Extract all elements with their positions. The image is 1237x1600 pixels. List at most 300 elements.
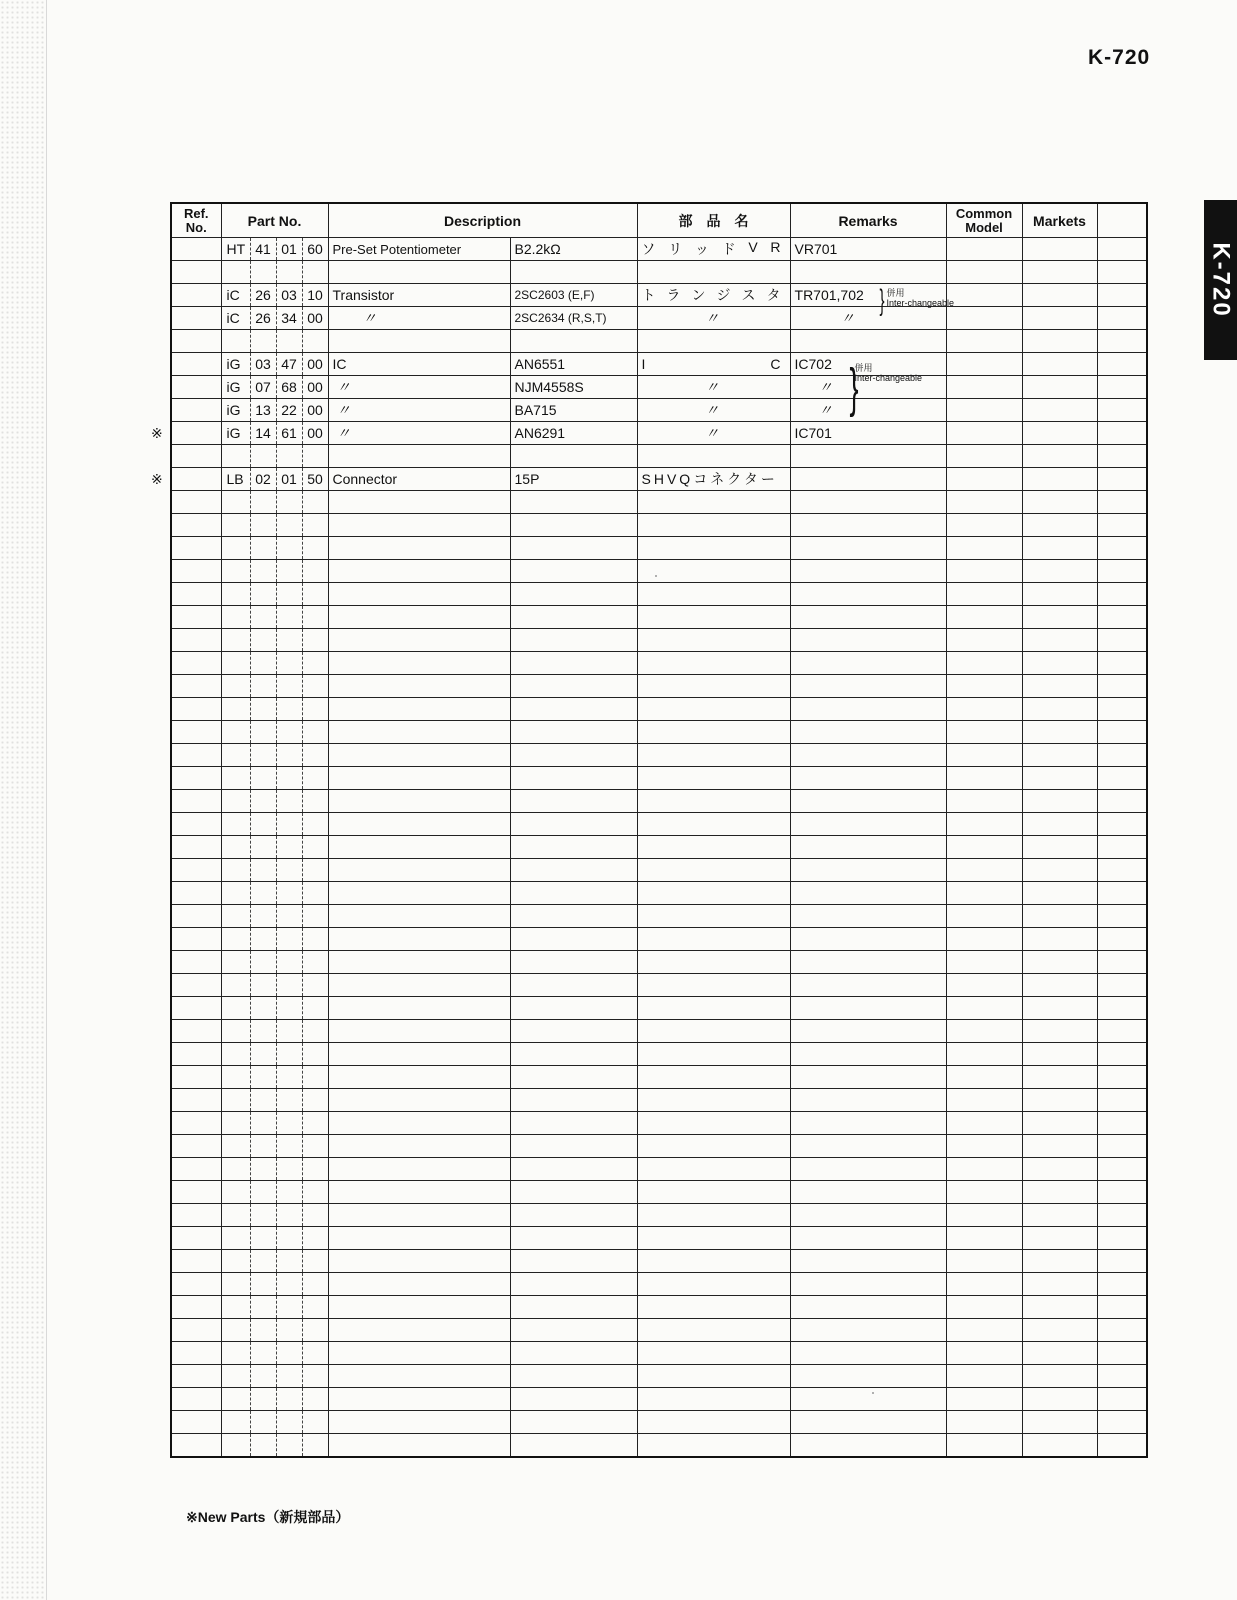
remarks-cell xyxy=(790,1112,946,1135)
jp-name-char: リ xyxy=(668,241,686,257)
table-row xyxy=(171,813,1147,836)
part-prefix-cell: iG xyxy=(221,376,250,399)
part-seg1-cell xyxy=(250,974,276,997)
part-seg3-cell xyxy=(302,583,328,606)
jp-name-cell xyxy=(637,284,790,307)
remarks-text: 〃 xyxy=(818,402,833,418)
description-cell xyxy=(328,1066,510,1089)
jp-name-text: 〃 xyxy=(705,310,723,326)
markets-cell xyxy=(1022,1434,1097,1458)
remarks-cell xyxy=(790,652,946,675)
markets-cell xyxy=(1022,928,1097,951)
ref-no-cell xyxy=(171,284,221,307)
description-cell xyxy=(328,1296,510,1319)
ref-no-cell xyxy=(171,882,221,905)
part-seg3-cell: 00 xyxy=(302,399,328,422)
part-seg1-cell xyxy=(250,882,276,905)
description-cell xyxy=(328,1181,510,1204)
description-cell xyxy=(328,1112,510,1135)
jp-name-cell xyxy=(637,1089,790,1112)
jp-name-cell xyxy=(637,1020,790,1043)
common-model-cell xyxy=(946,1181,1022,1204)
blank-cell xyxy=(1097,974,1147,997)
jp-name-cell xyxy=(637,1066,790,1089)
table-row xyxy=(171,261,1147,284)
markets-cell xyxy=(1022,445,1097,468)
spec-cell xyxy=(510,1043,637,1066)
part-seg2-cell xyxy=(276,652,302,675)
description-cell xyxy=(328,1365,510,1388)
jp-name-cell xyxy=(637,1112,790,1135)
part-prefix-cell xyxy=(221,1434,250,1458)
markets-cell xyxy=(1022,1227,1097,1250)
markets-cell xyxy=(1022,238,1097,261)
ref-no-cell xyxy=(171,491,221,514)
common-model-cell xyxy=(946,399,1022,422)
common-model-cell xyxy=(946,905,1022,928)
parts-list-table xyxy=(170,202,1148,1458)
spec-cell xyxy=(510,813,637,836)
remarks-cell xyxy=(790,261,946,284)
spec-cell xyxy=(510,744,637,767)
scan-speck xyxy=(872,1392,874,1394)
remarks-text: TR701,702 xyxy=(794,287,864,303)
markets-cell xyxy=(1022,284,1097,307)
jp-name-char: V xyxy=(748,239,761,255)
part-seg1-cell xyxy=(250,537,276,560)
blank-cell xyxy=(1097,951,1147,974)
part-seg3-cell xyxy=(302,836,328,859)
ref-no-cell xyxy=(171,376,221,399)
blank-cell xyxy=(1097,330,1147,353)
jp-name-cell xyxy=(637,353,790,376)
part-prefix-cell xyxy=(221,1342,250,1365)
part-prefix-cell xyxy=(221,1227,250,1250)
common-model-cell xyxy=(946,859,1022,882)
part-seg2-cell xyxy=(276,514,302,537)
part-seg3-cell xyxy=(302,744,328,767)
description-cell xyxy=(328,744,510,767)
common-model-cell xyxy=(946,1158,1022,1181)
blank-cell xyxy=(1097,583,1147,606)
part-prefix-cell xyxy=(221,1273,250,1296)
ref-no-cell xyxy=(171,1066,221,1089)
part-prefix-cell xyxy=(221,675,250,698)
blank-cell xyxy=(1097,1227,1147,1250)
part-seg1-cell xyxy=(250,1204,276,1227)
part-prefix-cell xyxy=(221,859,250,882)
part-seg2-cell xyxy=(276,974,302,997)
jp-name-cell xyxy=(637,744,790,767)
common-model-cell xyxy=(946,583,1022,606)
remarks-cell xyxy=(790,1227,946,1250)
remarks-cell xyxy=(790,1411,946,1434)
blank-cell xyxy=(1097,836,1147,859)
description-cell xyxy=(328,1135,510,1158)
table-row xyxy=(171,1066,1147,1089)
remarks-cell xyxy=(790,1273,946,1296)
part-seg2-cell xyxy=(276,1181,302,1204)
part-seg2-cell xyxy=(276,1273,302,1296)
blank-cell xyxy=(1097,767,1147,790)
markets-cell xyxy=(1022,537,1097,560)
part-seg1-cell xyxy=(250,583,276,606)
blank-cell xyxy=(1097,1112,1147,1135)
part-seg2-cell xyxy=(276,1388,302,1411)
interchangeable-jp: 併用 xyxy=(854,363,873,373)
spec-cell xyxy=(510,790,637,813)
remarks-cell xyxy=(790,1181,946,1204)
description-cell xyxy=(328,1227,510,1250)
blank-cell xyxy=(1097,1181,1147,1204)
spec-cell xyxy=(510,629,637,652)
remarks-cell xyxy=(790,767,946,790)
part-prefix-cell xyxy=(221,1135,250,1158)
markets-cell xyxy=(1022,813,1097,836)
part-seg2-cell xyxy=(276,882,302,905)
common-model-cell xyxy=(946,1411,1022,1434)
part-seg3-cell xyxy=(302,997,328,1020)
markets-cell xyxy=(1022,698,1097,721)
ref-no-cell xyxy=(171,1227,221,1250)
new-part-mark: ※ xyxy=(151,424,163,441)
part-seg1-cell xyxy=(250,767,276,790)
markets-cell xyxy=(1022,307,1097,330)
jp-name-cell xyxy=(637,675,790,698)
part-seg2-cell xyxy=(276,537,302,560)
part-seg2-cell xyxy=(276,1434,302,1458)
markets-cell xyxy=(1022,905,1097,928)
spec-cell xyxy=(510,560,637,583)
part-seg2-cell xyxy=(276,997,302,1020)
part-seg3-cell xyxy=(302,974,328,997)
ref-no-cell xyxy=(171,307,221,330)
blank-cell xyxy=(1097,1365,1147,1388)
remarks-cell xyxy=(790,629,946,652)
spec-cell xyxy=(510,1342,637,1365)
table-row xyxy=(171,882,1147,905)
blank-cell xyxy=(1097,928,1147,951)
part-seg3-cell xyxy=(302,1273,328,1296)
description-cell: 〃 xyxy=(328,307,510,330)
blank-cell xyxy=(1097,1204,1147,1227)
ref-no-cell xyxy=(171,1388,221,1411)
table-row xyxy=(171,583,1147,606)
jp-name-cell xyxy=(637,307,790,330)
part-prefix-cell: iG xyxy=(221,422,250,445)
blank-cell xyxy=(1097,1273,1147,1296)
table-row xyxy=(171,399,1147,422)
blank-cell xyxy=(1097,1319,1147,1342)
spec-cell xyxy=(510,859,637,882)
jp-name-cell xyxy=(637,1181,790,1204)
part-seg2-cell: 34 xyxy=(276,307,302,330)
jp-name-char: ン xyxy=(691,287,709,303)
table-row xyxy=(171,767,1147,790)
description-cell xyxy=(328,491,510,514)
jp-name-char: タ xyxy=(766,287,784,303)
markets-cell xyxy=(1022,1365,1097,1388)
ref-no-cell xyxy=(171,399,221,422)
part-seg2-cell xyxy=(276,1204,302,1227)
ref-no-cell xyxy=(171,974,221,997)
table-row xyxy=(171,606,1147,629)
jp-name-char: ド xyxy=(721,241,739,257)
common-model-cell xyxy=(946,1250,1022,1273)
spec-cell: AN6551 xyxy=(510,353,637,376)
description-cell xyxy=(328,1411,510,1434)
part-seg1-cell xyxy=(250,1227,276,1250)
part-seg2-cell xyxy=(276,1342,302,1365)
jp-name-char: ジ xyxy=(716,287,734,303)
part-prefix-cell xyxy=(221,514,250,537)
table-row xyxy=(171,675,1147,698)
blank-cell xyxy=(1097,537,1147,560)
part-seg3-cell xyxy=(302,1135,328,1158)
ref-no-cell xyxy=(171,698,221,721)
common-model-cell xyxy=(946,261,1022,284)
jp-name-cell xyxy=(637,422,790,445)
part-seg1-cell xyxy=(250,905,276,928)
blank-cell xyxy=(1097,744,1147,767)
blank-cell xyxy=(1097,698,1147,721)
common-model-cell xyxy=(946,422,1022,445)
markets-cell xyxy=(1022,422,1097,445)
blank-cell xyxy=(1097,1411,1147,1434)
blank-cell xyxy=(1097,468,1147,491)
common-model-cell xyxy=(946,1296,1022,1319)
remarks-cell xyxy=(790,445,946,468)
part-seg2-cell xyxy=(276,1250,302,1273)
common-model-cell xyxy=(946,330,1022,353)
jp-name-cell xyxy=(637,905,790,928)
jp-name-cell xyxy=(637,1158,790,1181)
remarks-cell xyxy=(790,537,946,560)
jp-name-cell xyxy=(637,1227,790,1250)
part-seg2-cell xyxy=(276,1227,302,1250)
spec-cell xyxy=(510,1296,637,1319)
remarks-cell xyxy=(790,1434,946,1458)
part-seg1-cell xyxy=(250,1043,276,1066)
spec-cell xyxy=(510,1112,637,1135)
blank-cell xyxy=(1097,445,1147,468)
remarks-cell xyxy=(790,744,946,767)
ref-no-cell xyxy=(171,537,221,560)
jp-name-char: ス xyxy=(741,287,759,303)
part-seg3-cell xyxy=(302,1365,328,1388)
blank-cell xyxy=(1097,1388,1147,1411)
part-seg1-cell xyxy=(250,1020,276,1043)
remarks-cell xyxy=(790,560,946,583)
jp-name-cell xyxy=(637,790,790,813)
blank-cell xyxy=(1097,353,1147,376)
ref-no-cell xyxy=(171,836,221,859)
spec-cell xyxy=(510,1411,637,1434)
spec-cell: NJM4558S xyxy=(510,376,637,399)
page-model-title: K-720 xyxy=(1088,46,1151,69)
common-model-cell xyxy=(946,468,1022,491)
part-prefix-cell xyxy=(221,606,250,629)
part-seg2-cell xyxy=(276,1158,302,1181)
header-part-no: Part No. xyxy=(221,203,328,238)
description-cell xyxy=(328,330,510,353)
part-seg1-cell xyxy=(250,698,276,721)
part-seg2-cell xyxy=(276,1411,302,1434)
common-model-cell xyxy=(946,1043,1022,1066)
remarks-cell xyxy=(790,376,946,399)
blank-cell xyxy=(1097,629,1147,652)
markets-cell xyxy=(1022,675,1097,698)
ref-no-cell xyxy=(171,238,221,261)
spec-cell xyxy=(510,1181,637,1204)
table-header-row xyxy=(171,203,1147,238)
ref-no-cell xyxy=(171,629,221,652)
part-prefix-cell xyxy=(221,1411,250,1434)
ref-no-cell xyxy=(171,514,221,537)
common-model-cell xyxy=(946,675,1022,698)
header-blank xyxy=(1097,203,1147,238)
part-seg3-cell xyxy=(302,1434,328,1458)
blank-cell xyxy=(1097,606,1147,629)
part-seg3-cell xyxy=(302,859,328,882)
part-seg1-cell: 26 xyxy=(250,284,276,307)
remarks-text: IC701 xyxy=(794,425,832,441)
table-row xyxy=(171,1158,1147,1181)
markets-cell xyxy=(1022,468,1097,491)
table-row xyxy=(171,859,1147,882)
description-cell: IC xyxy=(328,353,510,376)
part-prefix-cell xyxy=(221,1204,250,1227)
spec-cell xyxy=(510,1273,637,1296)
jp-name-char: I xyxy=(641,356,649,372)
blank-cell xyxy=(1097,905,1147,928)
spec-cell: 15P xyxy=(510,468,637,491)
part-prefix-cell xyxy=(221,974,250,997)
part-seg1-cell xyxy=(250,721,276,744)
description-cell xyxy=(328,1089,510,1112)
part-seg3-cell: 00 xyxy=(302,307,328,330)
part-seg3-cell xyxy=(302,1296,328,1319)
common-model-cell xyxy=(946,537,1022,560)
part-prefix-cell xyxy=(221,445,250,468)
table-row xyxy=(171,238,1147,261)
description-cell xyxy=(328,514,510,537)
jp-name-text: 〃 xyxy=(705,379,723,395)
part-prefix-cell xyxy=(221,330,250,353)
ref-no-cell xyxy=(171,422,221,445)
common-model-cell xyxy=(946,491,1022,514)
markets-cell xyxy=(1022,1204,1097,1227)
blank-cell xyxy=(1097,1250,1147,1273)
jp-name-char: ソ xyxy=(641,241,659,257)
spec-cell: BA715 xyxy=(510,399,637,422)
header-common-model xyxy=(946,203,1022,238)
jp-name-char: ッ xyxy=(694,241,712,257)
jp-name-cell xyxy=(637,399,790,422)
table-row xyxy=(171,1181,1147,1204)
spec-cell xyxy=(510,652,637,675)
markets-cell xyxy=(1022,1089,1097,1112)
description-cell xyxy=(328,583,510,606)
ref-no-cell xyxy=(171,790,221,813)
blank-cell xyxy=(1097,1066,1147,1089)
part-prefix-cell: HT xyxy=(221,238,250,261)
jp-name-cell xyxy=(637,1296,790,1319)
part-seg2-cell: 68 xyxy=(276,376,302,399)
ref-no-cell xyxy=(171,1043,221,1066)
table-row xyxy=(171,1319,1147,1342)
jp-name-cell xyxy=(637,813,790,836)
remarks-cell xyxy=(790,1043,946,1066)
common-model-cell xyxy=(946,744,1022,767)
brace-glyph: } xyxy=(879,284,885,317)
part-seg1-cell xyxy=(250,261,276,284)
ref-no-cell xyxy=(171,1319,221,1342)
part-seg2-cell xyxy=(276,1365,302,1388)
part-seg1-cell xyxy=(250,652,276,675)
part-seg1-cell: 07 xyxy=(250,376,276,399)
part-prefix-cell xyxy=(221,1296,250,1319)
part-seg2-cell xyxy=(276,767,302,790)
part-seg3-cell xyxy=(302,790,328,813)
part-prefix-cell xyxy=(221,652,250,675)
part-seg3-cell xyxy=(302,1043,328,1066)
part-seg3-cell xyxy=(302,652,328,675)
ref-no-cell xyxy=(171,1112,221,1135)
table-row xyxy=(171,698,1147,721)
part-seg2-cell xyxy=(276,951,302,974)
table-row xyxy=(171,1043,1147,1066)
part-seg3-cell: 00 xyxy=(302,422,328,445)
spec-cell xyxy=(510,583,637,606)
jp-name-cell xyxy=(637,330,790,353)
common-model-cell xyxy=(946,1434,1022,1458)
part-seg1-cell xyxy=(250,1319,276,1342)
part-prefix-cell xyxy=(221,1089,250,1112)
blank-cell xyxy=(1097,399,1147,422)
ref-no-cell xyxy=(171,606,221,629)
part-seg3-cell xyxy=(302,606,328,629)
jp-name-cell xyxy=(637,1250,790,1273)
description-cell xyxy=(328,974,510,997)
description-cell: 〃 xyxy=(328,422,510,445)
jp-name-cell xyxy=(637,537,790,560)
common-model-cell xyxy=(946,1066,1022,1089)
jp-name-cell xyxy=(637,859,790,882)
ref-no-cell xyxy=(171,1181,221,1204)
table-row xyxy=(171,514,1147,537)
jp-name-cell xyxy=(637,1365,790,1388)
remarks-cell xyxy=(790,1250,946,1273)
part-seg3-cell xyxy=(302,1227,328,1250)
common-model-cell xyxy=(946,1227,1022,1250)
remarks-cell xyxy=(790,1066,946,1089)
table-row xyxy=(171,1273,1147,1296)
part-seg2-cell xyxy=(276,583,302,606)
spec-cell xyxy=(510,491,637,514)
part-seg3-cell xyxy=(302,1020,328,1043)
part-seg2-cell xyxy=(276,491,302,514)
header-common-model-text: Common Model xyxy=(955,205,1013,235)
part-seg1-cell xyxy=(250,1112,276,1135)
description-cell xyxy=(328,859,510,882)
common-model-cell xyxy=(946,307,1022,330)
common-model-cell xyxy=(946,721,1022,744)
spec-cell xyxy=(510,1250,637,1273)
remarks-text: IC702 xyxy=(794,356,832,372)
description-cell: 〃 xyxy=(328,399,510,422)
table-row xyxy=(171,629,1147,652)
